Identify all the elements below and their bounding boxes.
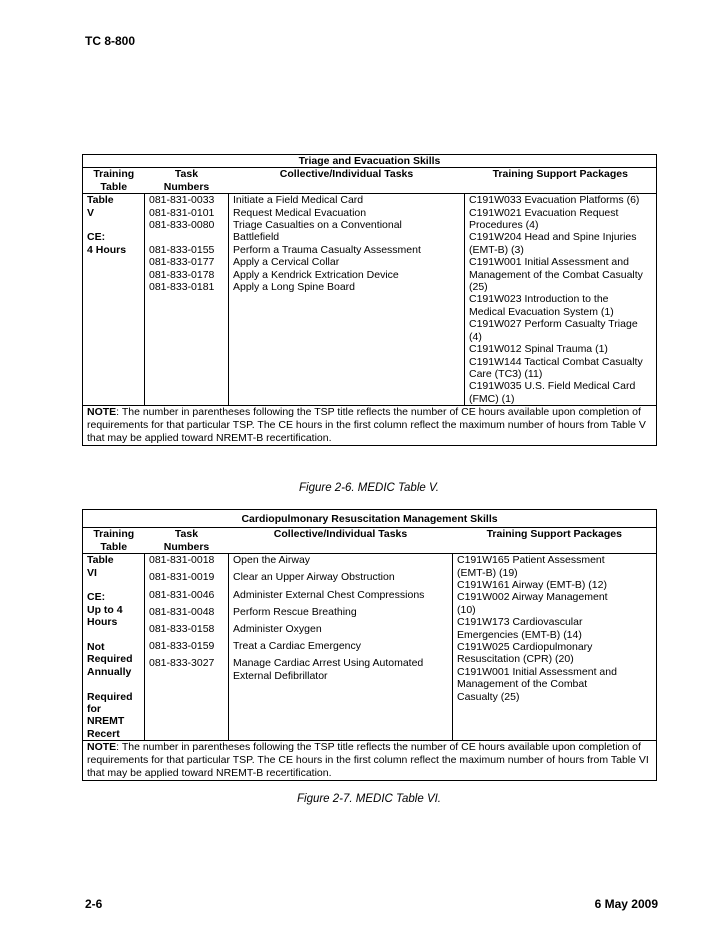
- page-number: 2-6: [85, 897, 103, 911]
- page-header: TC 8-800: [85, 34, 136, 48]
- table-note: [83, 741, 657, 781]
- col-header-task-numbers: Task Numbers: [145, 528, 229, 554]
- training-table-cell: Table V CE: 4 Hours: [83, 194, 145, 406]
- table-title: Cardiopulmonary Resuscitation Management Skills: [83, 510, 657, 528]
- col-header-training-table: Training Table: [83, 168, 145, 194]
- note-label: NOTE: [87, 406, 117, 419]
- medic-table-vi: [82, 509, 657, 781]
- col-header-collective-tasks: Collective/Individual Tasks: [229, 528, 453, 554]
- note-text: : The number in parentheses following the TSP title reflects the number of CE hours available upon completion of requirements for that particular TSP. The CE hours in the first column reflect the maximum number of hours from Table V that may be applied toward NREMT-B recertification.: [87, 406, 646, 445]
- medic-table-v: [82, 154, 657, 446]
- col-header-training-table: Training Table: [83, 528, 145, 554]
- col-header-tsp: Training Support Packages: [453, 528, 657, 554]
- training-table-cell: Table VI CE: Up to 4 Hours Not Required Annually Required for NREMT Recert: [83, 554, 145, 741]
- collective-tasks-cell: Initiate a Field Medical Card Request Medical Evacuation Triage Casualties on a Conventional Battlefield Perform a Trauma Casualty Assessment Apply a Cervical Collar Apply a Kendrick Extrication Device Apply a Long Spine Board: [229, 194, 465, 406]
- task-numbers-cell: 081-831-0033 081-831-0101 081-833-0080 081-833-0155 081-833-0177 081-833-0178 081-833-0181: [145, 194, 229, 406]
- table-title: Triage and Evacuation Skills: [83, 155, 657, 168]
- collective-tasks-cell: Open the Airway Clear an Upper Airway Obstruction Administer External Chest Compressions Perform Rescue Breathing Administer Oxygen Treat a Cardiac Emergency Manage Cardiac Arrest Using Automated External Defibrillator: [229, 554, 453, 741]
- task-numbers-cell: 081-831-0018 081-831-0019 081-831-0046 081-831-0048 081-833-0158 081-833-0159 081-833-3027: [145, 554, 229, 741]
- note-label: NOTE: [87, 741, 117, 754]
- publication-date: 6 May 2009: [594, 897, 658, 911]
- tsp-cell: C191W033 Evacuation Platforms (6) C191W021 Evacuation Request Procedures (4) C191W204 Head and Spine Injuries (EMT-B) (3) C191W001 Initial Assessment and Management of the Combat Casualty (25) C191W023 Introduction to the Medical Evacuation System (1) C191W027 Perform Casualty Triage (4) C191W012 Spinal Trauma (1) C191W144 Tactical Combat Casualty Care (TC3) (11) C191W035 U.S. Field Medical Card (FMC) (1): [465, 194, 657, 406]
- note-text: : The number in parentheses following the TSP title reflects the number of CE hours available upon completion of requirements for that particular TSP. The CE hours in the first column reflect the maximum number of hours from Table VI that may be applied toward NREMT-B recertification.: [87, 741, 649, 780]
- col-header-tsp: Training Support Packages: [465, 168, 657, 194]
- col-header-collective-tasks: Collective/Individual Tasks: [229, 168, 465, 194]
- table-note: [83, 406, 657, 446]
- col-header-task-numbers: Task Numbers: [145, 168, 229, 194]
- figure-caption: Figure 2-7. MEDIC Table VI.: [296, 793, 442, 805]
- tsp-cell: C191W165 Patient Assessment (EMT-B) (19) C191W161 Airway (EMT-B) (12) C191W002 Airway Management (10) C191W173 Cardiovascular Emergencies (EMT-B) (14) C191W025 Cardiopulmonary Resuscitation (CPR) (20) C191W001 Initial Assessment and Management of the Combat Casualty (25): [453, 554, 657, 741]
- figure-caption: Figure 2-6. MEDIC Table V.: [299, 482, 439, 494]
